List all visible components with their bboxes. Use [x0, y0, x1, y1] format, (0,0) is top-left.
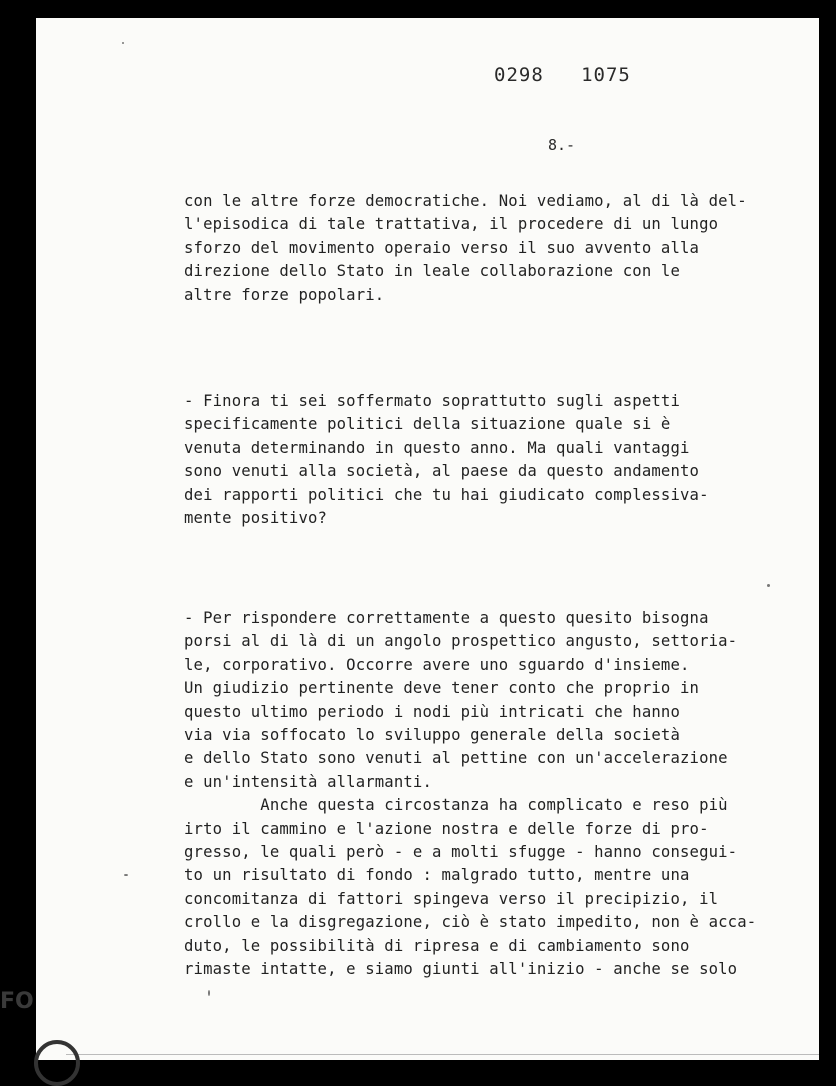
text-line: sforzo del movimento operaio verso il suo avvento alla: [184, 238, 700, 257]
text-line: e dello Stato sono venuti al pettine con un'accelerazione: [184, 749, 728, 768]
text-line: con le altre forze democratiche. Noi vediamo, al di là del-: [184, 192, 747, 210]
paragraph-continuation: [184, 190, 747, 307]
text-line: specificamente politici della situazione quale si è: [184, 415, 671, 434]
page-number: 8.-: [548, 136, 576, 154]
text-line: Anche questa circostanza ha complicato e reso più: [184, 796, 728, 815]
watermark-circle: [34, 1040, 80, 1086]
text-line: - Per rispondere correttamente a questo quesito bisogna: [184, 609, 709, 627]
text-line: porsi al di là di un angolo prospettico angusto, settoria-: [184, 632, 738, 651]
text-line: crollo e la disgregazione, ciò è stato impedito, non è acca-: [184, 913, 757, 932]
text-line: sono venuti alla società, al paese da questo andamento: [184, 462, 700, 481]
document-number: 0298 1075: [494, 64, 631, 86]
paper-speck: [124, 874, 128, 876]
text-line: gresso, le quali però - e a molti sfugge - hanno consegui-: [184, 843, 738, 862]
paper-edge-line: [66, 1054, 819, 1055]
text-line: rimaste intatte, e siamo giunti all'inizio - anche se solo: [184, 960, 738, 979]
paper-speck: [122, 42, 124, 44]
paper-speck: [767, 584, 770, 587]
text-line: l'episodica di tale trattativa, il procedere di un lungo: [184, 215, 719, 234]
text-line: questo ultimo periodo i nodi più intricati che hanno: [184, 702, 680, 721]
text-line: mente positivo?: [184, 509, 328, 528]
paper-speck: [208, 990, 210, 996]
watermark-logo: FO: [0, 989, 34, 1014]
text-line: - Finora ti sei soffermato soprattutto sugli aspetti: [184, 392, 680, 410]
text-line: le, corporativo. Occorre avere uno sguardo d'insieme.: [184, 655, 690, 674]
text-line: direzione dello Stato in leale collaborazione con le: [184, 262, 680, 281]
text-line: irto il cammino e l'azione nostra e delle forze di pro-: [184, 819, 709, 838]
text-line: venuta determinando in questo anno. Ma quali vantaggi: [184, 438, 690, 457]
text-line: altre forze popolari.: [184, 285, 385, 304]
paragraph-answer: [184, 607, 756, 982]
text-line: e un'intensità allarmanti.: [184, 772, 432, 791]
text-line: dei rapporti politici che tu hai giudicato complessiva-: [184, 485, 709, 504]
text-line: duto, le possibilità di ripresa e di cambiamento sono: [184, 936, 690, 955]
paragraph-question: [184, 390, 709, 530]
text-line: via via soffocato lo sviluppo generale della società: [184, 726, 680, 745]
text-line: concomitanza di fattori spingeva verso il precipizio, il: [184, 889, 719, 908]
text-line: to un risultato di fondo : malgrado tutto, mentre una: [184, 866, 690, 885]
text-line: Un giudizio pertinente deve tener conto che proprio in: [184, 679, 700, 698]
document-page: [36, 18, 819, 1060]
